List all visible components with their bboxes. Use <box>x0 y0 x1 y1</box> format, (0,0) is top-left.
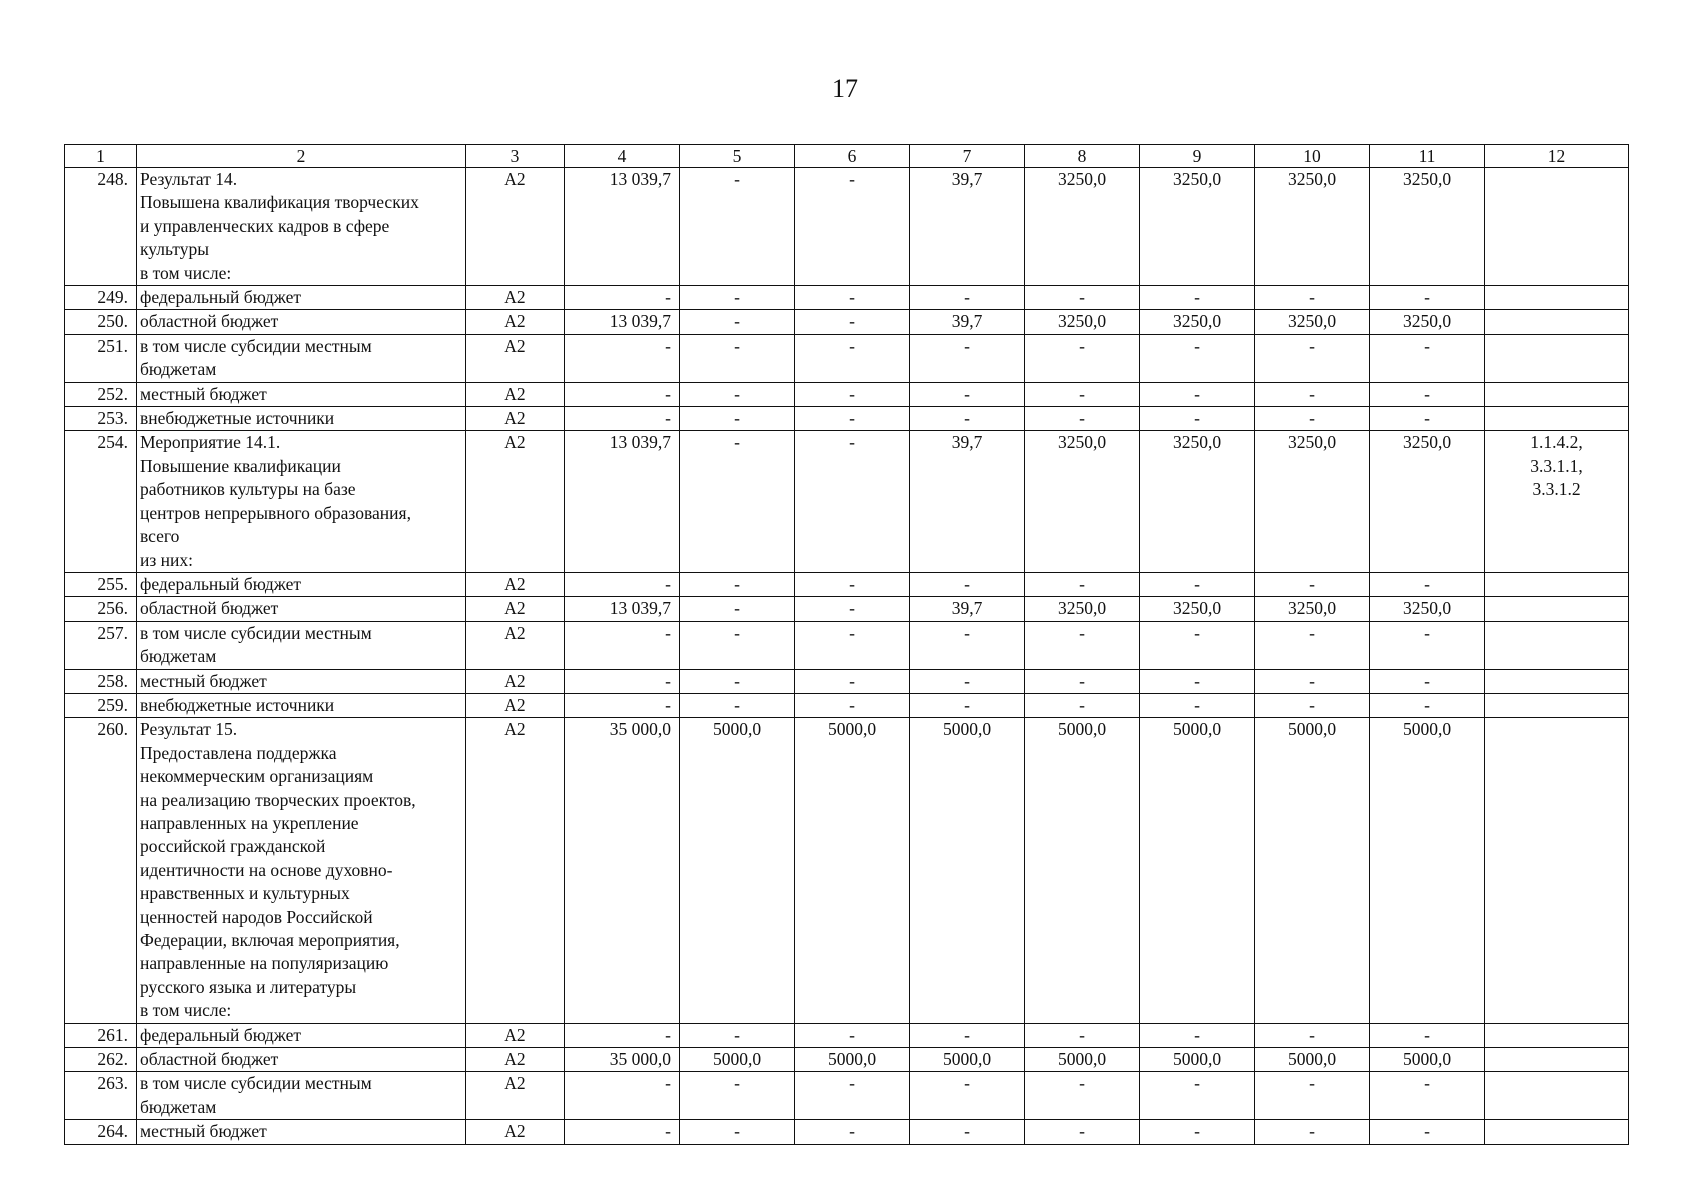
row-description: Мероприятие 14.1. Повышение квалификации работников культуры на базе центров непрерывного образования, всего из них: <box>137 431 466 572</box>
value-col-4: - <box>565 572 680 596</box>
value-col-8: - <box>1025 621 1140 669</box>
table-row <box>65 1120 1629 1144</box>
table-row <box>65 669 1629 693</box>
row-code: A2 <box>466 572 565 596</box>
row-code: A2 <box>466 669 565 693</box>
value-col-6: - <box>795 1072 910 1120</box>
value-col-8: - <box>1025 693 1140 717</box>
value-col-10: - <box>1255 621 1370 669</box>
value-col-11: 3250,0 <box>1370 597 1485 621</box>
row-reference: 1.1.4.2, 3.3.1.1, 3.3.1.2 <box>1485 431 1629 572</box>
row-code: A2 <box>466 286 565 310</box>
row-description: местный бюджет <box>137 382 466 406</box>
value-col-5: - <box>680 1120 795 1144</box>
value-col-4: - <box>565 621 680 669</box>
value-col-6: - <box>795 407 910 431</box>
value-col-5: - <box>680 382 795 406</box>
value-col-11: - <box>1370 669 1485 693</box>
table-row <box>65 310 1629 334</box>
value-col-6: - <box>795 597 910 621</box>
row-code: A2 <box>466 1120 565 1144</box>
row-reference <box>1485 693 1629 717</box>
value-col-6: - <box>795 334 910 382</box>
value-col-11: 3250,0 <box>1370 431 1485 572</box>
value-col-7: - <box>910 1120 1025 1144</box>
row-description: внебюджетные источники <box>137 407 466 431</box>
table-row <box>65 1072 1629 1120</box>
row-reference <box>1485 382 1629 406</box>
value-col-11: - <box>1370 334 1485 382</box>
value-col-9: - <box>1140 669 1255 693</box>
value-col-5: - <box>680 1023 795 1047</box>
value-col-4: - <box>565 1120 680 1144</box>
value-col-11: 3250,0 <box>1370 310 1485 334</box>
row-number: 261. <box>65 1023 137 1047</box>
row-reference <box>1485 718 1629 1023</box>
value-col-7: - <box>910 407 1025 431</box>
column-header: 4 <box>565 145 680 168</box>
value-col-9: - <box>1140 407 1255 431</box>
row-code: A2 <box>466 168 565 286</box>
budget-table <box>64 144 1629 1145</box>
value-col-9: - <box>1140 693 1255 717</box>
row-code: A2 <box>466 597 565 621</box>
value-col-6: - <box>795 168 910 286</box>
value-col-5: - <box>680 286 795 310</box>
row-description: областной бюджет <box>137 597 466 621</box>
value-col-8: 3250,0 <box>1025 431 1140 572</box>
row-reference <box>1485 1072 1629 1120</box>
value-col-9: - <box>1140 1072 1255 1120</box>
value-col-9: 3250,0 <box>1140 597 1255 621</box>
value-col-6: - <box>795 286 910 310</box>
row-description: в том числе субсидии местным бюджетам <box>137 1072 466 1120</box>
value-col-8: - <box>1025 286 1140 310</box>
value-col-4: - <box>565 286 680 310</box>
row-reference <box>1485 597 1629 621</box>
value-col-5: - <box>680 1072 795 1120</box>
value-col-6: - <box>795 693 910 717</box>
value-col-10: - <box>1255 382 1370 406</box>
row-number: 250. <box>65 310 137 334</box>
table-row <box>65 407 1629 431</box>
value-col-11: 5000,0 <box>1370 718 1485 1023</box>
value-col-11: - <box>1370 1072 1485 1120</box>
column-header: 5 <box>680 145 795 168</box>
value-col-5: - <box>680 572 795 596</box>
value-col-9: - <box>1140 334 1255 382</box>
value-col-11: - <box>1370 572 1485 596</box>
value-col-5: - <box>680 431 795 572</box>
column-header: 8 <box>1025 145 1140 168</box>
value-col-5: - <box>680 621 795 669</box>
value-col-7: - <box>910 669 1025 693</box>
value-col-5: 5000,0 <box>680 718 795 1023</box>
table-row <box>65 597 1629 621</box>
row-code: A2 <box>466 1023 565 1047</box>
value-col-8: 5000,0 <box>1025 1048 1140 1072</box>
value-col-4: - <box>565 334 680 382</box>
row-reference <box>1485 407 1629 431</box>
value-col-10: - <box>1255 669 1370 693</box>
row-number: 263. <box>65 1072 137 1120</box>
value-col-5: 5000,0 <box>680 1048 795 1072</box>
value-col-4: - <box>565 407 680 431</box>
value-col-7: - <box>910 382 1025 406</box>
value-col-11: - <box>1370 1023 1485 1047</box>
value-col-9: - <box>1140 1120 1255 1144</box>
column-header: 9 <box>1140 145 1255 168</box>
row-code: A2 <box>466 431 565 572</box>
value-col-9: - <box>1140 621 1255 669</box>
value-col-7: 5000,0 <box>910 1048 1025 1072</box>
value-col-8: 5000,0 <box>1025 718 1140 1023</box>
value-col-8: 3250,0 <box>1025 168 1140 286</box>
table-row <box>65 621 1629 669</box>
value-col-9: - <box>1140 1023 1255 1047</box>
value-col-7: 39,7 <box>910 431 1025 572</box>
value-col-6: - <box>795 431 910 572</box>
column-header: 6 <box>795 145 910 168</box>
row-number: 257. <box>65 621 137 669</box>
row-number: 256. <box>65 597 137 621</box>
value-col-5: - <box>680 693 795 717</box>
row-code: A2 <box>466 334 565 382</box>
column-header: 7 <box>910 145 1025 168</box>
value-col-5: - <box>680 407 795 431</box>
row-description: Результат 15. Предоставлена поддержка некоммерческим организациям на реализацию творческих проектов, направленных на укрепление российской гражданской идентичности на основе духовно- нравственных и культурных ценностей народов Российской Федерации, включая мероприятия, направленные на популяризацию русского языка и литературы в том числе: <box>137 718 466 1023</box>
value-col-4: 13 039,7 <box>565 597 680 621</box>
value-col-7: - <box>910 572 1025 596</box>
value-col-11: 3250,0 <box>1370 168 1485 286</box>
value-col-7: 39,7 <box>910 310 1025 334</box>
column-header: 10 <box>1255 145 1370 168</box>
column-header: 3 <box>466 145 565 168</box>
row-code: A2 <box>466 1072 565 1120</box>
value-col-8: 3250,0 <box>1025 597 1140 621</box>
value-col-10: - <box>1255 407 1370 431</box>
row-code: A2 <box>466 1048 565 1072</box>
value-col-8: 3250,0 <box>1025 310 1140 334</box>
value-col-11: - <box>1370 621 1485 669</box>
value-col-9: 3250,0 <box>1140 431 1255 572</box>
row-number: 262. <box>65 1048 137 1072</box>
table-row <box>65 168 1629 286</box>
row-code: A2 <box>466 407 565 431</box>
value-col-9: - <box>1140 572 1255 596</box>
value-col-6: - <box>795 669 910 693</box>
value-col-10: - <box>1255 572 1370 596</box>
row-description: в том числе субсидии местным бюджетам <box>137 621 466 669</box>
value-col-4: 35 000,0 <box>565 1048 680 1072</box>
row-reference <box>1485 334 1629 382</box>
header-row <box>65 145 1629 168</box>
row-description: федеральный бюджет <box>137 1023 466 1047</box>
row-code: A2 <box>466 693 565 717</box>
column-header: 11 <box>1370 145 1485 168</box>
table-row <box>65 286 1629 310</box>
row-number: 253. <box>65 407 137 431</box>
value-col-10: - <box>1255 693 1370 717</box>
row-description: внебюджетные источники <box>137 693 466 717</box>
row-description: в том числе субсидии местным бюджетам <box>137 334 466 382</box>
value-col-7: 39,7 <box>910 168 1025 286</box>
value-col-9: 5000,0 <box>1140 1048 1255 1072</box>
value-col-4: 35 000,0 <box>565 718 680 1023</box>
row-description: Результат 14. Повышена квалификация творческих и управленческих кадров в сфере культуры в том числе: <box>137 168 466 286</box>
value-col-5: - <box>680 669 795 693</box>
value-col-10: 3250,0 <box>1255 168 1370 286</box>
row-number: 251. <box>65 334 137 382</box>
row-reference <box>1485 310 1629 334</box>
value-col-8: - <box>1025 1120 1140 1144</box>
value-col-6: - <box>795 572 910 596</box>
value-col-11: - <box>1370 407 1485 431</box>
value-col-9: - <box>1140 286 1255 310</box>
row-number: 248. <box>65 168 137 286</box>
row-reference <box>1485 286 1629 310</box>
value-col-9: 3250,0 <box>1140 168 1255 286</box>
value-col-8: - <box>1025 669 1140 693</box>
column-header: 1 <box>65 145 137 168</box>
value-col-4: - <box>565 1023 680 1047</box>
value-col-9: 3250,0 <box>1140 310 1255 334</box>
value-col-5: - <box>680 168 795 286</box>
value-col-5: - <box>680 334 795 382</box>
table-row <box>65 1023 1629 1047</box>
value-col-10: - <box>1255 1072 1370 1120</box>
row-reference <box>1485 1048 1629 1072</box>
row-reference <box>1485 669 1629 693</box>
value-col-7: - <box>910 334 1025 382</box>
value-col-8: - <box>1025 1072 1140 1120</box>
column-header: 12 <box>1485 145 1629 168</box>
row-number: 264. <box>65 1120 137 1144</box>
value-col-6: - <box>795 621 910 669</box>
value-col-8: - <box>1025 1023 1140 1047</box>
row-description: местный бюджет <box>137 669 466 693</box>
table-row <box>65 382 1629 406</box>
value-col-6: 5000,0 <box>795 718 910 1023</box>
value-col-6: - <box>795 1023 910 1047</box>
value-col-10: - <box>1255 286 1370 310</box>
value-col-11: 5000,0 <box>1370 1048 1485 1072</box>
value-col-10: - <box>1255 334 1370 382</box>
table-row <box>65 718 1629 1023</box>
value-col-5: - <box>680 597 795 621</box>
row-code: A2 <box>466 621 565 669</box>
value-col-11: - <box>1370 382 1485 406</box>
row-reference <box>1485 168 1629 286</box>
value-col-11: - <box>1370 1120 1485 1144</box>
value-col-4: - <box>565 693 680 717</box>
table-row <box>65 1048 1629 1072</box>
row-number: 254. <box>65 431 137 572</box>
table-row <box>65 431 1629 572</box>
row-description: федеральный бюджет <box>137 286 466 310</box>
row-number: 255. <box>65 572 137 596</box>
value-col-6: - <box>795 1120 910 1144</box>
row-code: A2 <box>466 718 565 1023</box>
value-col-6: - <box>795 382 910 406</box>
value-col-10: - <box>1255 1120 1370 1144</box>
value-col-8: - <box>1025 407 1140 431</box>
value-col-7: - <box>910 1023 1025 1047</box>
table-row <box>65 693 1629 717</box>
row-reference <box>1485 1023 1629 1047</box>
row-number: 249. <box>65 286 137 310</box>
value-col-10: 5000,0 <box>1255 1048 1370 1072</box>
value-col-10: 5000,0 <box>1255 718 1370 1023</box>
value-col-7: - <box>910 1072 1025 1120</box>
value-col-4: - <box>565 1072 680 1120</box>
value-col-4: 13 039,7 <box>565 168 680 286</box>
value-col-6: - <box>795 310 910 334</box>
value-col-7: - <box>910 621 1025 669</box>
value-col-6: 5000,0 <box>795 1048 910 1072</box>
value-col-10: 3250,0 <box>1255 597 1370 621</box>
value-col-4: - <box>565 669 680 693</box>
row-number: 258. <box>65 669 137 693</box>
page-number: 17 <box>832 74 858 103</box>
row-description: местный бюджет <box>137 1120 466 1144</box>
value-col-10: - <box>1255 1023 1370 1047</box>
value-col-4: 13 039,7 <box>565 431 680 572</box>
value-col-9: - <box>1140 382 1255 406</box>
row-number: 252. <box>65 382 137 406</box>
row-number: 259. <box>65 693 137 717</box>
value-col-7: - <box>910 693 1025 717</box>
value-col-7: - <box>910 286 1025 310</box>
table-row <box>65 334 1629 382</box>
row-number: 260. <box>65 718 137 1023</box>
value-col-8: - <box>1025 334 1140 382</box>
value-col-10: 3250,0 <box>1255 310 1370 334</box>
row-description: областной бюджет <box>137 1048 466 1072</box>
row-description: федеральный бюджет <box>137 572 466 596</box>
value-col-8: - <box>1025 572 1140 596</box>
row-reference <box>1485 621 1629 669</box>
value-col-8: - <box>1025 382 1140 406</box>
value-col-5: - <box>680 310 795 334</box>
value-col-9: 5000,0 <box>1140 718 1255 1023</box>
table-body <box>65 145 1629 1145</box>
value-col-11: - <box>1370 693 1485 717</box>
row-description: областной бюджет <box>137 310 466 334</box>
value-col-7: 39,7 <box>910 597 1025 621</box>
row-code: A2 <box>466 382 565 406</box>
value-col-4: - <box>565 382 680 406</box>
value-col-4: 13 039,7 <box>565 310 680 334</box>
value-col-11: - <box>1370 286 1485 310</box>
value-col-7: 5000,0 <box>910 718 1025 1023</box>
column-header: 2 <box>137 145 466 168</box>
row-code: A2 <box>466 310 565 334</box>
value-col-10: 3250,0 <box>1255 431 1370 572</box>
row-reference <box>1485 572 1629 596</box>
row-reference <box>1485 1120 1629 1144</box>
table-row <box>65 572 1629 596</box>
